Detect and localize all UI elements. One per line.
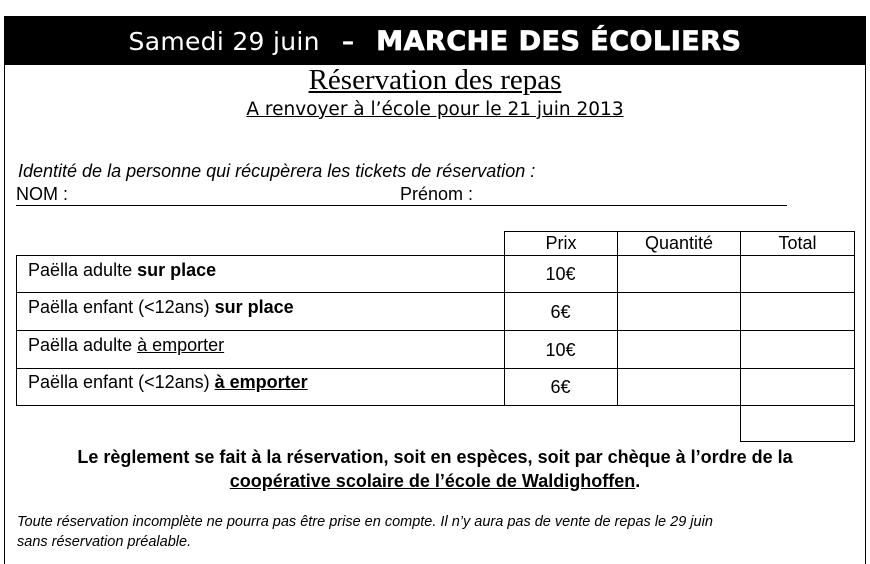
payment-instructions bbox=[0, 445, 870, 493]
row-emphasis: sur place bbox=[214, 297, 294, 317]
name-fields[interactable] bbox=[16, 184, 787, 206]
header-banner bbox=[4, 17, 866, 65]
row-text: Paëlla adulte bbox=[28, 260, 138, 280]
row-label-1 bbox=[28, 260, 216, 281]
quantity-cell-3[interactable] bbox=[618, 331, 740, 368]
quantity-cell-2[interactable] bbox=[618, 293, 740, 330]
row-price-2: 6€ bbox=[550, 302, 571, 322]
event-date: Samedi 29 juin bbox=[128, 26, 320, 56]
row-text: Paëlla enfant (<12ans) bbox=[28, 372, 215, 392]
quantity-cell-1[interactable] bbox=[618, 256, 740, 292]
footnote-line-2: sans réservation préalable. bbox=[17, 534, 192, 550]
row-label-3 bbox=[28, 335, 224, 356]
header-quantite: Quantité bbox=[617, 231, 741, 256]
prenom-label: Prénom : bbox=[400, 184, 474, 204]
row-price-4: 6€ bbox=[550, 377, 571, 397]
row-text: Paëlla adulte bbox=[28, 335, 138, 355]
nom-label: NOM : bbox=[16, 184, 68, 204]
payee-name: coopérative scolaire de l’école de Waldighoffen bbox=[229, 471, 636, 491]
form-title: Réservation des repas bbox=[308, 64, 562, 96]
identity-intro: Identité de la personne qui récupèrera les tickets de réservation : bbox=[18, 161, 536, 181]
footnote-line-1: Toute réservation incomplète ne pourra pas être prise en compte. Il n’y aura pas de vente de repas le 29 juin bbox=[17, 514, 713, 530]
row-price-1: 10€ bbox=[545, 264, 576, 284]
quantity-cell-4[interactable] bbox=[618, 369, 740, 405]
row-text: Paëlla enfant (<12ans) bbox=[28, 297, 215, 317]
total-cell-3[interactable] bbox=[741, 331, 854, 368]
footnote bbox=[17, 512, 862, 552]
payment-line-1: Le règlement se fait à la réservation, soit en espèces, soit par chèque à l’ordre de la bbox=[77, 447, 793, 467]
payment-period: . bbox=[635, 471, 641, 491]
grand-total-cell[interactable] bbox=[740, 405, 855, 442]
form-subtitle: A renvoyer à l’école pour le 21 juin 2013 bbox=[246, 99, 624, 120]
banner-separator: – bbox=[341, 26, 355, 56]
row-emphasis: sur place bbox=[137, 260, 217, 280]
row-emphasis: à emporter bbox=[137, 335, 225, 355]
event-name: MARCHE DES ÉCOLIERS bbox=[376, 25, 742, 57]
row-label-4 bbox=[28, 372, 308, 393]
row-label-2 bbox=[28, 297, 294, 318]
header-total: Total bbox=[740, 231, 855, 256]
total-cell-2[interactable] bbox=[741, 293, 854, 330]
total-cell-4[interactable] bbox=[741, 369, 854, 405]
row-price-3: 10€ bbox=[545, 340, 576, 360]
row-emphasis: à emporter bbox=[214, 372, 308, 392]
payment-line-2 bbox=[0, 469, 870, 493]
header-prix: Prix bbox=[504, 231, 618, 256]
total-cell-1[interactable] bbox=[741, 256, 854, 292]
